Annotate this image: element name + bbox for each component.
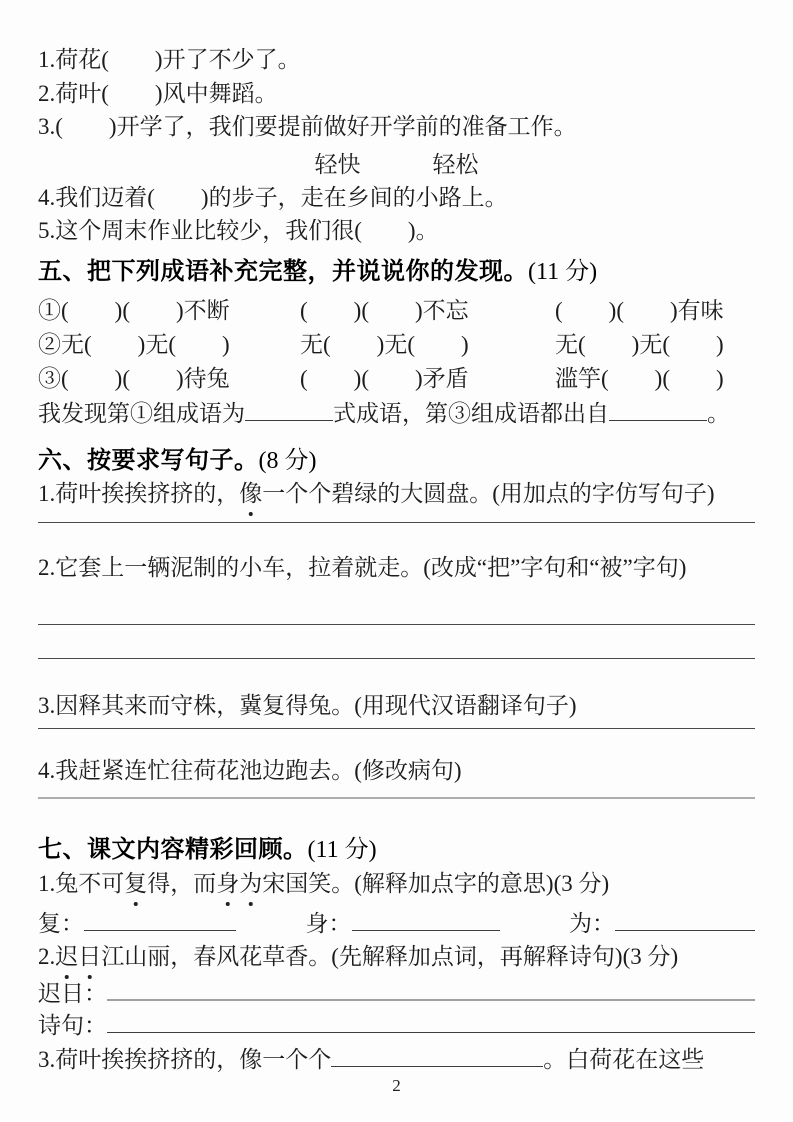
section-seven-score: (11 分) (307, 837, 377, 863)
word-bank-item: 轻松 (432, 152, 479, 177)
question-line-1: 1.荷花( )开了不少了。 (38, 47, 301, 72)
dotted-char: 迟 (55, 942, 78, 972)
dotted-char: 像 (239, 479, 262, 509)
dotted-char: 身 (216, 869, 239, 899)
definition-group (38, 907, 236, 939)
idiom-cell: ①( )( )不断 (38, 298, 230, 323)
label-shiju: 诗句： (38, 1013, 107, 1039)
section-six-title (38, 446, 316, 476)
section-seven-q1 (38, 869, 609, 899)
dotted-char: 日 (78, 942, 101, 972)
q2-text: 2. (38, 944, 56, 969)
answer-blank (609, 397, 707, 421)
definition-labels-row (38, 907, 755, 939)
definition-group (306, 907, 500, 939)
answer-line (38, 522, 755, 523)
dotted-char: 复 (124, 869, 147, 899)
discovery-text: 式成语，第③组成语都出自 (333, 401, 609, 427)
question-line-3: 3.( )开学了，我们要提前做好开学前的准备工作。 (38, 114, 577, 139)
section-five-score: (11 分) (528, 259, 598, 285)
idiom-cell: 滥竽( )( ) (555, 366, 724, 391)
label-fu: 复： (38, 911, 84, 937)
answer-line (38, 797, 755, 799)
question-line-2: 2.荷叶( )风中舞蹈。 (38, 81, 278, 106)
idiom-row-2 (38, 330, 755, 360)
idiom-cell: ( )( )有味 (555, 298, 724, 323)
idiom-cell: ( )( )不忘 (300, 298, 469, 323)
definition-group (569, 907, 755, 939)
section-seven-q2 (38, 942, 678, 972)
answer-blank (331, 1043, 543, 1067)
word-bank (0, 150, 793, 180)
section-six-title-text: 六、按要求写句子。 (38, 448, 259, 474)
answer-line (38, 658, 755, 659)
dotted-char: 为 (239, 869, 262, 899)
q2-text: 江山丽，春风花草香。(先解释加点词，再解释诗句)(3 分) (101, 944, 679, 969)
discovery-line (38, 397, 730, 429)
answer-blank (84, 907, 236, 931)
section-five-title-text: 五、把下列成语补充完整，并说说你的发现。 (38, 259, 528, 285)
section-seven-title-text: 七、课文内容精彩回顾。 (38, 837, 308, 863)
answer-blank (107, 977, 755, 1001)
answer-blank (352, 907, 500, 931)
shiju-answer-row (38, 1009, 755, 1041)
q3-text: 。白荷花在这些 (543, 1047, 705, 1073)
answer-blank (107, 1009, 755, 1033)
label-wei: 为： (569, 911, 615, 937)
q1-text: 1.兔不可 (38, 871, 125, 896)
q1-text: 1.荷叶挨挨挤挤的， (38, 481, 240, 506)
discovery-text: 。 (707, 401, 730, 427)
word-bank-item: 轻快 (314, 152, 361, 177)
idiom-cell: ( )( )矛盾 (300, 366, 469, 391)
question-line-4: 4.我们迈着( )的步子，走在乡间的小路上。 (38, 185, 508, 210)
page-number: 2 (392, 1076, 401, 1095)
q1-text: 得，而 (147, 871, 217, 896)
section-five-title (38, 257, 597, 287)
chiri-answer-row (38, 977, 755, 1009)
q1-text: 一个个碧绿的大圆盘。(用加点的字仿写句子) (262, 481, 715, 506)
idiom-cell: ②无( )无( ) (38, 332, 230, 357)
section-six-q3: 3.因释其来而守株，冀复得兔。(用现代汉语翻译句子) (38, 693, 577, 718)
answer-line (38, 624, 755, 625)
idiom-row-3 (38, 364, 755, 394)
answer-blank (615, 907, 755, 931)
idiom-cell: 无( )无( ) (300, 332, 469, 357)
label-chiri: 迟日： (38, 981, 107, 1007)
section-six-q4: 4.我赶紧连忙往荷花池边跑去。(修改病句) (38, 758, 462, 783)
section-seven-title (38, 835, 377, 865)
idiom-cell: ③( )( )待兔 (38, 366, 230, 391)
section-six-q2: 2.它套上一辆泥制的小车，拉着就走。(改成“把”字句和“被”字句) (38, 555, 687, 580)
answer-blank (245, 397, 333, 421)
label-shen: 身： (305, 911, 352, 937)
answer-line (38, 728, 755, 729)
q3-text: 3.荷叶挨挨挤挤的，像一个个 (38, 1047, 332, 1073)
section-seven-q3 (38, 1043, 704, 1075)
idiom-cell: 无( )无( ) (555, 332, 724, 357)
discovery-text: 我发现第①组成语为 (38, 401, 245, 427)
idiom-row-1 (38, 296, 755, 326)
q1-text: 宋国笑。(解释加点字的意思)(3 分) (262, 871, 610, 896)
section-six-q1 (38, 479, 715, 509)
question-line-5: 5.这个周末作业比较少，我们很( )。 (38, 218, 439, 243)
section-six-score: (8 分) (258, 448, 317, 474)
